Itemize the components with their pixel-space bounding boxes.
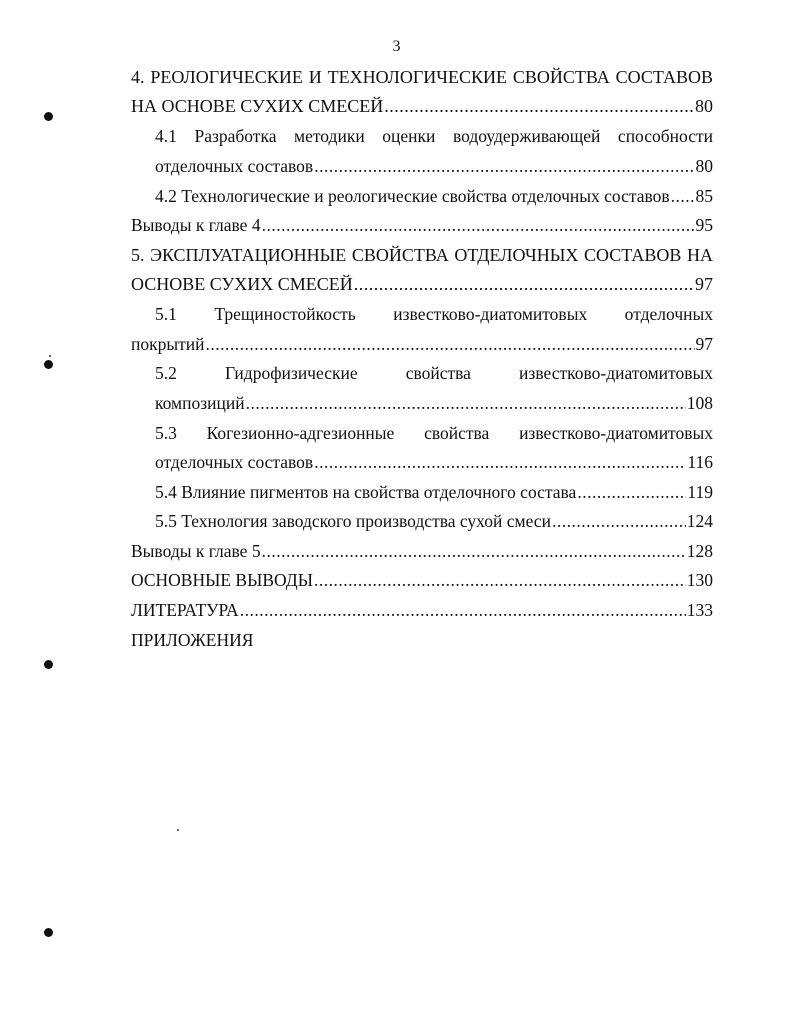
toc-leader-dots	[314, 569, 686, 591]
toc-page-number: 119	[687, 482, 713, 502]
toc-leader-dots	[577, 481, 686, 503]
toc-leader-dots	[354, 273, 694, 295]
toc-leader-dots	[246, 392, 686, 414]
toc-chapter-5-title: 5. ЭКСПЛУАТАЦИОННЫЕ СВОЙСТВА ОТДЕЛОЧНЫХ СОСТАВОВ НА	[131, 245, 713, 265]
toc-page-number: 80	[695, 96, 713, 116]
toc-section-5-5-entry	[155, 510, 713, 532]
toc-section-5-1-entry	[131, 333, 713, 355]
toc-entry-text: отделочных составов	[155, 156, 314, 176]
toc-page-number: 128	[686, 541, 713, 561]
toc-page-number: 97	[695, 274, 713, 294]
toc-page-number: 108	[686, 393, 713, 413]
toc-page-number: 133	[686, 600, 713, 620]
toc-section-5-3-title: 5.3 Когезионно-адгезионные свойства известково-диатомитовых	[155, 423, 713, 443]
toc-literature-entry	[131, 599, 713, 621]
scan-speck	[177, 829, 179, 831]
toc-page-number: 130	[686, 570, 713, 590]
binding-hole-mark	[44, 660, 53, 669]
toc-leader-dots	[671, 185, 695, 207]
binding-hole-mark	[44, 928, 53, 937]
toc-section-5-1-title: 5.1 Трещиностойкость известково-диатомитовых отделочных	[155, 304, 713, 324]
toc-section-4-1-entry	[155, 155, 713, 177]
toc-conclusions-5-entry	[131, 540, 713, 562]
toc-entry-text: 4.2 Технологические и реологические свойства отделочных составов	[155, 186, 670, 206]
toc-chapter-4-entry	[131, 95, 713, 117]
toc-main-conclusions-entry	[131, 569, 713, 591]
toc-entry-text: покрытий	[131, 334, 205, 354]
toc-conclusions-4-entry	[131, 214, 713, 236]
toc-leader-dots	[206, 333, 695, 355]
toc-entry-text: отделочных составов	[155, 452, 314, 472]
scan-speck	[49, 355, 51, 357]
toc-entry-text: Выводы к главе 4	[131, 215, 261, 235]
toc-entry-text: ОСНОВНЫЕ ВЫВОДЫ	[131, 570, 314, 590]
toc-section-4-2-entry	[155, 185, 713, 207]
toc-section-4-1-title: 4.1 Разработка методики оценки водоудерживающей способности	[155, 126, 713, 146]
toc-page-number: 80	[695, 156, 713, 176]
toc-page-number: 124	[686, 511, 713, 531]
toc-page-number: 97	[695, 334, 713, 354]
toc-section-5-2-title: 5.2 Гидрофизические свойства известково-диатомитовых	[155, 363, 713, 383]
toc-leader-dots	[384, 95, 694, 117]
toc-chapter-4-title: 4. РЕОЛОГИЧЕСКИЕ И ТЕХНОЛОГИЧЕСКИЕ СВОЙСТВА СОСТАВОВ	[131, 67, 713, 87]
toc-chapter-5-entry	[131, 273, 713, 295]
toc-section-5-3-entry	[155, 451, 713, 473]
toc-section-5-2-entry	[155, 392, 713, 414]
toc-entry-text: ЛИТЕРАТУРА	[131, 600, 239, 620]
toc-section-5-4-entry	[155, 481, 713, 503]
toc-entry-text: композиций	[155, 393, 245, 413]
toc-entry-text: 5.4 Влияние пигментов на свойства отделочного состава	[155, 482, 577, 502]
toc-leader-dots	[240, 599, 686, 621]
toc-entry-text: 5.5 Технология заводского производства сухой смеси	[155, 511, 551, 531]
toc-entry-text: НА ОСНОВЕ СУХИХ СМЕСЕЙ	[131, 96, 384, 116]
toc-page-number: 95	[695, 215, 713, 235]
toc-leader-dots	[552, 510, 686, 532]
toc-leader-dots	[314, 451, 686, 473]
binding-hole-mark	[44, 112, 53, 121]
toc-leader-dots	[262, 540, 686, 562]
binding-hole-mark	[44, 360, 53, 369]
toc-entry-text: Выводы к главе 5	[131, 541, 261, 561]
toc-entry-text: ОСНОВЕ СУХИХ СМЕСЕЙ	[131, 274, 353, 294]
page-number: 3	[392, 38, 401, 55]
toc-appendix-entry: ПРИЛОЖЕНИЯ	[131, 630, 254, 650]
toc-leader-dots	[314, 155, 694, 177]
toc-leader-dots	[262, 214, 695, 236]
toc-page-number: 116	[687, 452, 713, 472]
toc-page-number: 85	[695, 186, 713, 206]
